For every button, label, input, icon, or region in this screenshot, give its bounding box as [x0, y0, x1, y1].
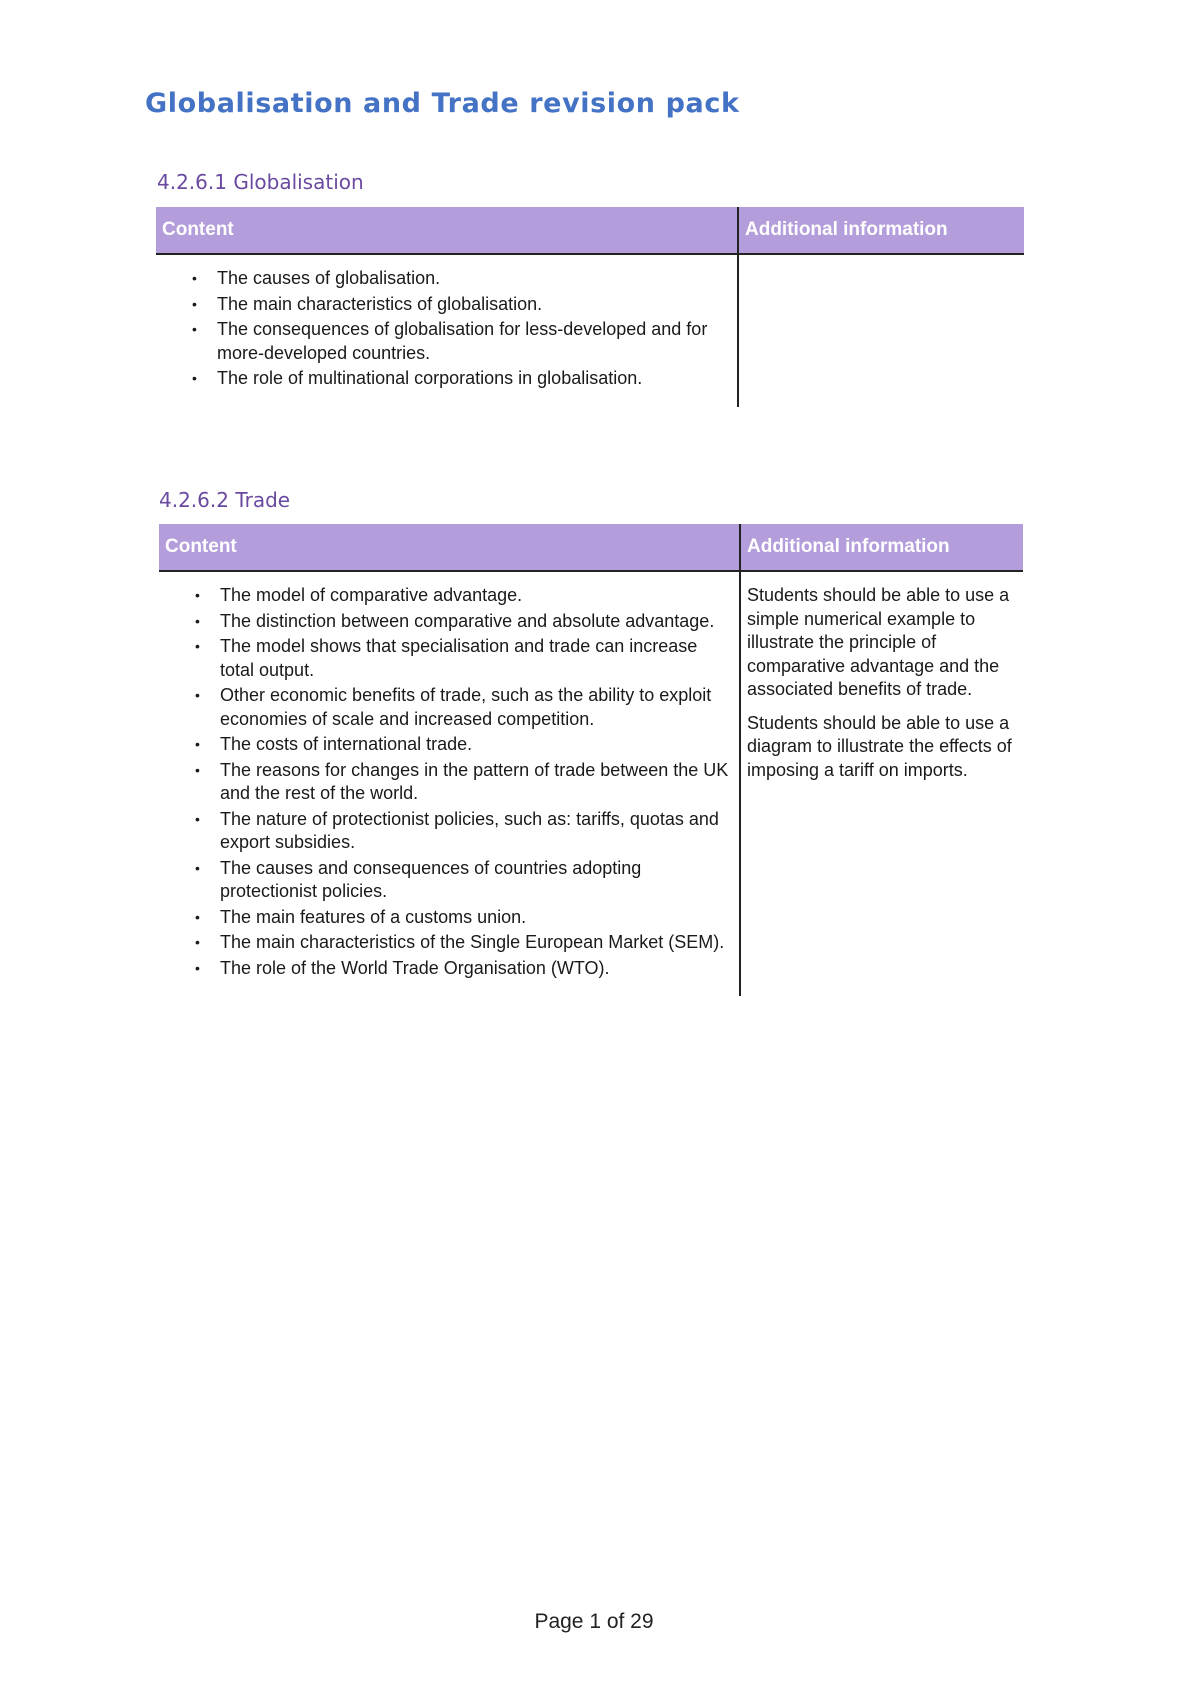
additional-info-cell: [738, 254, 1024, 407]
document-title: Globalisation and Trade revision pack: [145, 88, 740, 119]
content-list-item: • The costs of international trade.: [195, 733, 733, 757]
table-row: [159, 571, 1023, 996]
section-heading-globalisation: 4.2.6.1 Globalisation: [157, 170, 364, 194]
content-list-item: • The causes and consequences of countries adopting protectionist policies.: [195, 857, 733, 904]
section-heading-trade: 4.2.6.2 Trade: [159, 488, 291, 512]
content-list-item: • The main characteristics of the Single European Market (SEM).: [195, 931, 733, 955]
content-list-item: • The model shows that specialisation and trade can increase total output.: [195, 635, 733, 682]
page-number-footer: Page 1 of 29: [534, 1610, 654, 1633]
additional-info-paragraph: Students should be able to use a diagram to illustrate the effects of imposing a tariff on imports.: [747, 712, 1012, 780]
content-list-item: • The main characteristics of globalisation.: [192, 293, 731, 317]
content-bullet-list: [165, 584, 733, 980]
additional-info-cell: [740, 571, 1023, 996]
additional-info-column-header: Additional information: [740, 524, 1023, 571]
content-list-item: • The role of multinational corporations in globalisation.: [192, 367, 731, 391]
content-list-item: • Other economic benefits of trade, such as the ability to exploit economies of scale and increased competition.: [195, 684, 733, 731]
content-list-item: • The role of the World Trade Organisation (WTO).: [195, 957, 733, 981]
table-header-row: [156, 207, 1024, 254]
content-list-item: • The main features of a customs union.: [195, 906, 733, 930]
additional-info-column-header: Additional information: [738, 207, 1024, 254]
content-bullet-list: [162, 267, 731, 391]
content-list-item: • The causes of globalisation.: [192, 267, 731, 291]
content-list-item: • The consequences of globalisation for less-developed and for more-developed countries.: [192, 318, 731, 365]
content-list-item: • The model of comparative advantage.: [195, 584, 733, 608]
content-cell: [159, 571, 740, 996]
table-header-row: [159, 524, 1023, 571]
content-list-item: • The distinction between comparative and absolute advantage.: [195, 610, 733, 634]
trade-spec-table: [159, 524, 1023, 996]
content-column-header: Content: [156, 207, 738, 254]
content-list-item: • The nature of protectionist policies, such as: tariffs, quotas and export subsidies.: [195, 808, 733, 855]
content-list-item: • The reasons for changes in the pattern of trade between the UK and the rest of the world.: [195, 759, 733, 806]
content-column-header: Content: [159, 524, 740, 571]
additional-info-paragraph: Students should be able to use a simple numerical example to illustrate the principle of comparative advantage and the associated benefits of trade.: [747, 585, 1010, 699]
globalisation-spec-table: [156, 207, 1024, 407]
table-row: [156, 254, 1024, 407]
content-cell: [156, 254, 738, 407]
